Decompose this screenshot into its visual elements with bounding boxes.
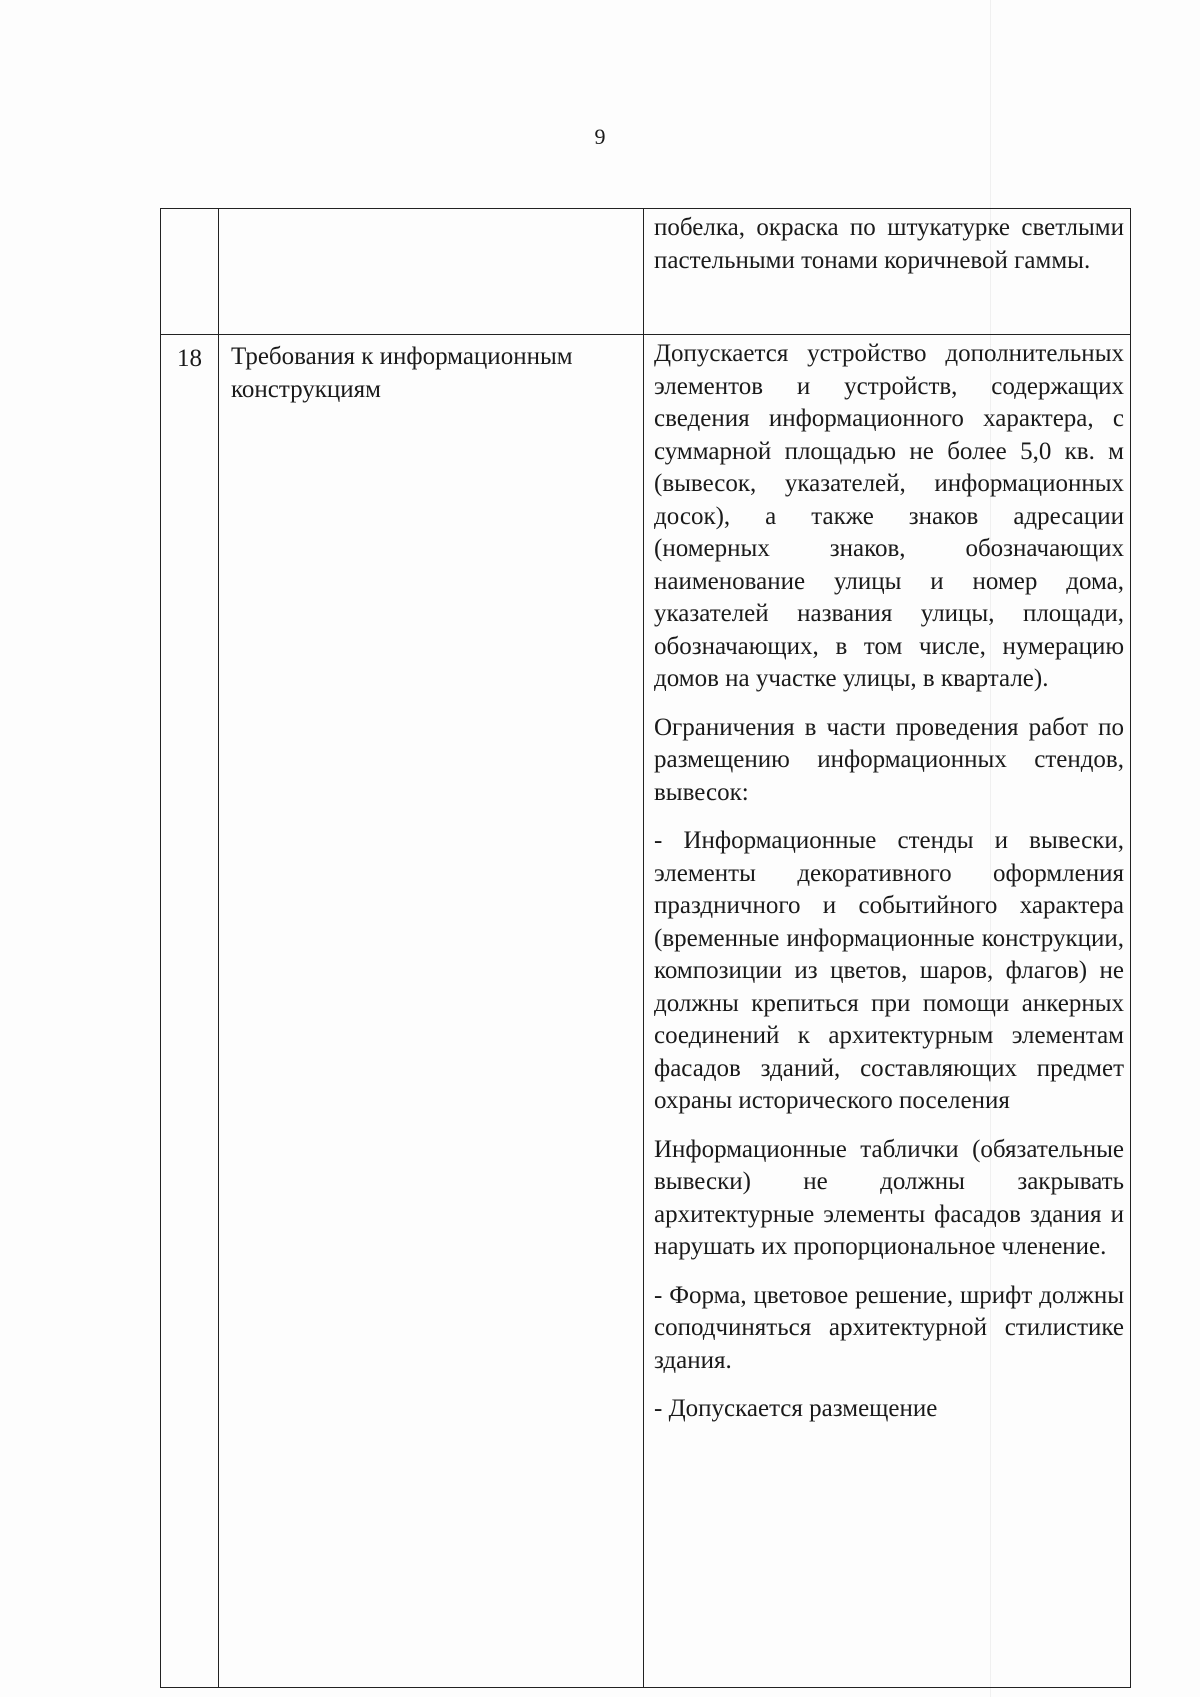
table-row [161, 335, 1131, 1688]
description-paragraph: - Информационные стенды и вывески, элементы декоративного оформления праздничного и событийного характера (временные информационные конструкции, композиции из цветов, шаров, флагов) не должны крепиться при помощи анкерных соединений к архитектурным элементам фасадов зданий, составляющих предмет охраны исторического поселения [654, 827, 1124, 1114]
description-paragraph: - Форма, цветовое решение, шрифт должны соподчиняться архитектурной стилистике здания. [654, 1281, 1124, 1374]
page-number: 9 [594, 124, 606, 149]
row-number: 18 [161, 335, 219, 1688]
requirements-table [160, 208, 1131, 1688]
description-paragraph: Информационные таблички (обязательные вывески) не должны закрывать архитектурные элементы фасадов здания и нарушать их пропорциональное членение. [654, 1135, 1124, 1260]
description-paragraph: - Допускается размещение [654, 1395, 938, 1422]
row-number [161, 209, 219, 335]
description-paragraph: Ограничения в части проведения работ по размещению информационных стендов, вывесок: [654, 713, 1124, 806]
description-paragraph: побелка, окраска по штукатурке светлыми пастельными тонами коричневой гаммы. [654, 214, 1124, 274]
row-name [219, 209, 644, 335]
description-paragraph: Допускается устройство дополнительных элементов и устройств, содержащих сведения информационного характера, с суммарной площадью не более 5,0 кв. м (вывесок, указателей, информационных досок), а также знаков адресации (номерных знаков, обозначающих наименование улицы и номер дома, указателей названия улицы, площади, обозначающих, в том числе, нумерацию домов на участке улицы, в квартале). [654, 340, 1124, 692]
row-name: Требования к информационным конструкциям [219, 335, 644, 1688]
row-description [644, 209, 1131, 335]
table-row [161, 209, 1131, 335]
row-description [644, 335, 1131, 1688]
